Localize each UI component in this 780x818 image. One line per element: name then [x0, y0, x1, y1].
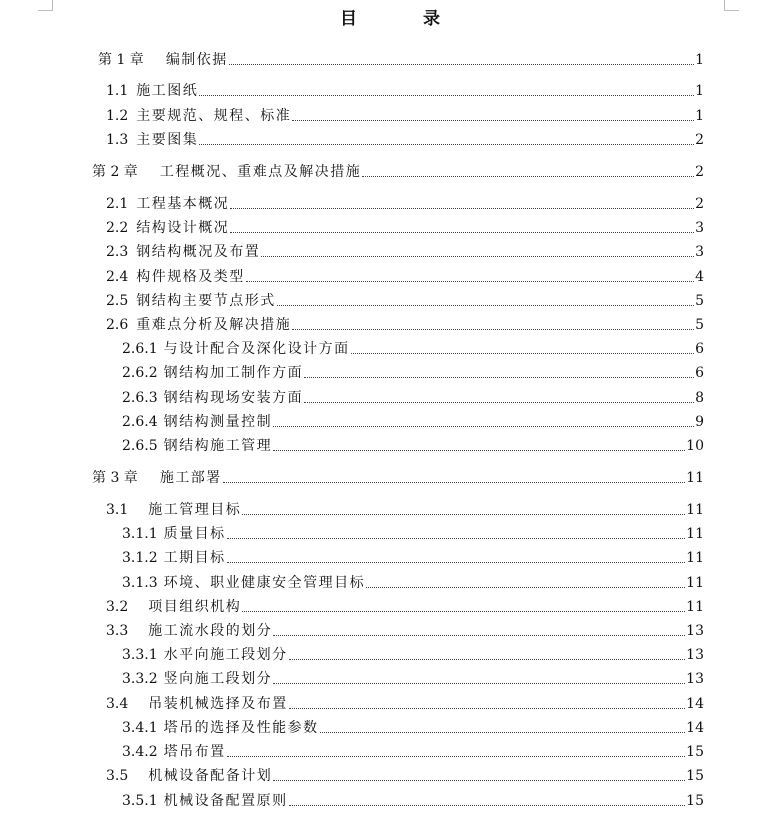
toc-entry-number: 3.5: [106, 768, 129, 784]
toc-leader-dots: [320, 731, 686, 733]
toc-entry-number: 1.1: [106, 83, 129, 99]
toc-leader-dots: [199, 143, 694, 145]
toc-entry-number: 2.6.1: [122, 341, 158, 357]
toc-entry-number: 3.3.1: [122, 647, 158, 663]
toc-entry-label: 编制依据: [165, 52, 228, 68]
toc-leader-dots: [304, 376, 694, 378]
toc-entry[interactable]: [122, 364, 704, 382]
toc-entry-page-number: 13: [686, 671, 704, 687]
toc-entry[interactable]: [92, 163, 704, 181]
toc-entry-page-number: 11: [686, 470, 704, 486]
toc-entry-label: 结构设计概况: [136, 220, 230, 236]
toc-entry-page-number: 8: [695, 390, 704, 406]
toc-entry[interactable]: [106, 195, 704, 213]
toc-entry-page-number: 11: [686, 575, 704, 591]
toc-leader-dots: [230, 207, 694, 209]
toc-entry-label: 竖向施工段划分: [163, 671, 273, 687]
toc-entry-number: 3.4.1: [122, 720, 158, 736]
toc-entry[interactable]: [98, 51, 704, 69]
toc-leader-dots: [199, 94, 694, 96]
toc-entry-number: 3.4: [106, 696, 129, 712]
toc-entry-page-number: 2: [695, 132, 704, 148]
toc-leader-dots: [362, 175, 694, 177]
toc-leader-dots: [273, 634, 685, 636]
toc-leader-dots: [351, 352, 694, 354]
toc-entry-page-number: 11: [686, 599, 704, 615]
toc-entry-number: 2.6.5: [122, 438, 158, 454]
toc-entry[interactable]: [122, 646, 704, 664]
toc-entry-page-number: 10: [686, 438, 704, 454]
toc-entry-number: 2.6.2: [122, 365, 158, 381]
toc-entry-page-number: 11: [686, 550, 704, 566]
toc-entry-number: 1.2: [106, 108, 129, 124]
toc-leader-dots: [230, 231, 694, 233]
toc-entry-page-number: 6: [695, 341, 704, 357]
toc-entry-number: 第 2 章: [92, 164, 138, 180]
toc-leader-dots: [289, 658, 686, 660]
toc-entry[interactable]: [106, 243, 704, 261]
toc-entry-label: 钢结构现场安装方面: [163, 390, 304, 406]
toc-entry-label: 施工管理目标: [148, 502, 242, 518]
toc-entry[interactable]: [122, 792, 704, 810]
toc-entry[interactable]: [122, 743, 704, 761]
toc-leader-dots: [229, 63, 694, 65]
toc-entry-page-number: 6: [695, 365, 704, 381]
toc-entry-label: 质量目标: [163, 526, 226, 542]
toc-entry-label: 机械设备配备计划: [148, 768, 273, 784]
toc-entry-label: 钢结构施工管理: [163, 438, 273, 454]
toc-entry-page-number: 4: [695, 269, 704, 285]
toc-entry-label: 施工图纸: [136, 83, 199, 99]
toc-entry[interactable]: [106, 82, 704, 100]
toc-entry-page-number: 1: [695, 52, 704, 68]
toc-entry-number: 3.4.2: [122, 744, 158, 760]
toc-entry-number: 第 3 章: [92, 470, 138, 486]
toc-entry-page-number: 3: [695, 244, 704, 260]
toc-entry-label: 水平向施工段划分: [163, 647, 288, 663]
toc-entry-number: 2.6: [106, 317, 129, 333]
toc-entry-number: 3.3.2: [122, 671, 158, 687]
toc-entry[interactable]: [106, 622, 704, 640]
toc-entry[interactable]: [122, 549, 704, 567]
toc-entry-page-number: 11: [686, 526, 704, 542]
toc-entry[interactable]: [106, 107, 704, 125]
toc-entry-number: 3.1.1: [122, 526, 158, 542]
toc-entry-label: 机械设备配置原则: [163, 793, 288, 809]
toc-entry[interactable]: [106, 695, 704, 713]
toc-leader-dots: [289, 804, 686, 806]
toc-entry-label: 主要图集: [136, 132, 199, 148]
toc-entry-label: 钢结构测量控制: [163, 414, 273, 430]
toc-entry-label: 工程概况、重难点及解决措施: [159, 164, 362, 180]
toc-entry[interactable]: [92, 469, 704, 487]
toc-entry-number: 2.6.3: [122, 390, 158, 406]
toc-leader-dots: [366, 586, 685, 588]
toc-entry-label: 项目组织机构: [148, 599, 242, 615]
toc-leader-dots: [227, 537, 686, 539]
toc-entry-number: 3.5.1: [122, 793, 158, 809]
toc-entry-page-number: 11: [686, 502, 704, 518]
toc-entry-label: 主要规范、规程、标准: [136, 108, 292, 124]
toc-leader-dots: [292, 328, 694, 330]
toc-entry-label: 钢结构加工制作方面: [163, 365, 304, 381]
toc-leader-dots: [227, 755, 686, 757]
toc-leader-dots: [246, 280, 694, 282]
toc-entry-number: 3.1: [106, 502, 129, 518]
toc-entry[interactable]: [122, 413, 704, 431]
toc-leader-dots: [277, 304, 694, 306]
toc-entry-number: 第 1 章: [98, 52, 144, 68]
toc-entry[interactable]: [122, 670, 704, 688]
toc-entry-label: 钢结构概况及布置: [136, 244, 261, 260]
toc-leader-dots: [292, 119, 694, 121]
toc-leader-dots: [273, 449, 685, 451]
toc-entry-number: 3.2: [106, 599, 129, 615]
toc-leader-dots: [273, 425, 694, 427]
toc-entry[interactable]: [106, 292, 704, 310]
toc-leader-dots: [223, 481, 685, 483]
toc-entry-page-number: 1: [695, 108, 704, 124]
toc-entry-number: 2.4: [106, 269, 129, 285]
toc-leader-dots: [304, 401, 694, 403]
toc-leader-dots: [261, 255, 694, 257]
toc-entry[interactable]: [122, 437, 704, 455]
toc-entry[interactable]: [106, 767, 704, 785]
toc-entry-page-number: 14: [686, 720, 704, 736]
toc-entry-label: 重难点分析及解决措施: [136, 317, 292, 333]
toc-entry-number: 3.3: [106, 623, 129, 639]
toc-entry-page-number: 5: [695, 317, 704, 333]
toc-entry-page-number: 5: [695, 293, 704, 309]
toc-entry-page-number: 2: [695, 196, 704, 212]
toc-entry-label: 塔吊布置: [163, 744, 226, 760]
toc-entry[interactable]: [122, 389, 704, 407]
toc-entry-label: 与设计配合及深化设计方面: [163, 341, 350, 357]
toc-entry-label: 施工部署: [159, 470, 222, 486]
toc-entry[interactable]: [106, 316, 704, 334]
toc-entry-number: 3.1.3: [122, 575, 158, 591]
toc-entry-page-number: 13: [686, 623, 704, 639]
toc-entry[interactable]: [106, 501, 704, 519]
toc-entry-page-number: 15: [686, 768, 704, 784]
toc-entry-page-number: 13: [686, 647, 704, 663]
toc-entry-page-number: 3: [695, 220, 704, 236]
toc-entry[interactable]: [106, 268, 704, 286]
toc-entry-label: 吊装机械选择及布置: [148, 696, 288, 712]
toc-leader-dots: [289, 707, 685, 709]
toc-entry-number: 2.5: [106, 293, 129, 309]
toc-entry-number: 1.3: [106, 132, 129, 148]
toc-entry-page-number: 1: [695, 83, 704, 99]
toc-entry-page-number: 15: [686, 744, 704, 760]
toc-entry-number: 2.6.4: [122, 414, 158, 430]
toc-entry-label: 工期目标: [163, 550, 226, 566]
toc-entry-page-number: 9: [695, 414, 704, 430]
toc-entry[interactable]: [122, 574, 704, 592]
toc-entry[interactable]: [122, 525, 704, 543]
toc-leader-dots: [227, 561, 686, 563]
toc-entry-label: 工程基本概况: [136, 196, 230, 212]
toc-entry-page-number: 14: [686, 696, 704, 712]
toc-entry-number: 2.3: [106, 244, 129, 260]
toc-entry-label: 钢结构主要节点形式: [136, 293, 276, 309]
toc-entry-number: 2.1: [106, 196, 129, 212]
toc-entry-label: 环境、职业健康安全管理目标: [163, 575, 366, 591]
toc-entry-number: 2.2: [106, 220, 129, 236]
toc-entry[interactable]: [106, 131, 704, 149]
toc-entry-label: 施工流水段的划分: [148, 623, 273, 639]
toc-leader-dots: [273, 779, 685, 781]
toc-leader-dots: [242, 513, 685, 515]
toc-entry-page-number: 15: [686, 793, 704, 809]
toc-entry[interactable]: [106, 219, 704, 237]
toc-entry-label: 塔吊的选择及性能参数: [163, 720, 319, 736]
toc-leader-dots: [273, 682, 685, 684]
toc-entry-number: 3.1.2: [122, 550, 158, 566]
toc-entry[interactable]: [106, 598, 704, 616]
toc-title: 目 录: [340, 9, 470, 29]
toc-entry-page-number: 2: [695, 164, 704, 180]
toc-leader-dots: [242, 610, 685, 612]
toc-entry-label: 构件规格及类型: [136, 269, 245, 285]
toc-entry[interactable]: [122, 340, 704, 358]
toc-entry[interactable]: [122, 719, 704, 737]
